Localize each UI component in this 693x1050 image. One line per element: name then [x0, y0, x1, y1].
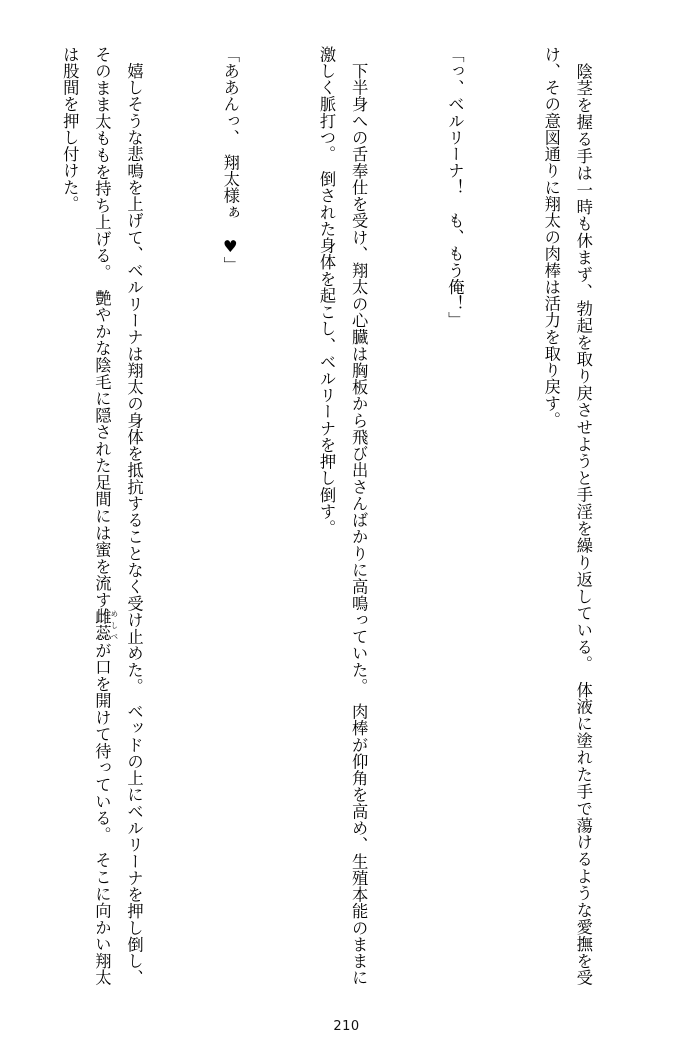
- paragraph: 「っ、ベルリーナ！ も、もう俺！」: [445, 46, 465, 329]
- paragraph: 陰茎を握る手は一時も休まず、勃起を取り戻させようと手淫を繰り返している。 体液に塗れた手で蕩けるような愛撫を受け、その意図通りに翔太の肉棒は活力を取り戻す。: [541, 46, 593, 986]
- paragraph: 下半身への舌奉仕を受け、翔太の心臓は胸板から飛び出さんばかりに高鳴っていた。 肉棒が仰角を高め、生殖本能のままに激しく脈打つ。 倒された身体を起こし、ベルリーナを押し倒す。: [317, 46, 369, 986]
- paragraph: 「ああんっ、 翔太様ぁ ♥」: [220, 46, 240, 274]
- page-number: 210: [333, 1019, 360, 1034]
- ruby-annotation: 雌蕊 めしべ: [92, 608, 120, 642]
- page-text-body: [34, 46, 663, 986]
- paragraph: 嬉しそうな悲鳴を上げて、ベルリーナは翔太の身体を抵抗することなく受け止めた。 ベッドの上にベルリーナを押し倒し、そのまま太ももを持ち上げる。 艶やかな陰毛に隠された足間には蜜を流す雌蕊 めしべが口を開けて待っている。 そこに向かい翔太は股間を押し付けた。: [60, 46, 144, 986]
